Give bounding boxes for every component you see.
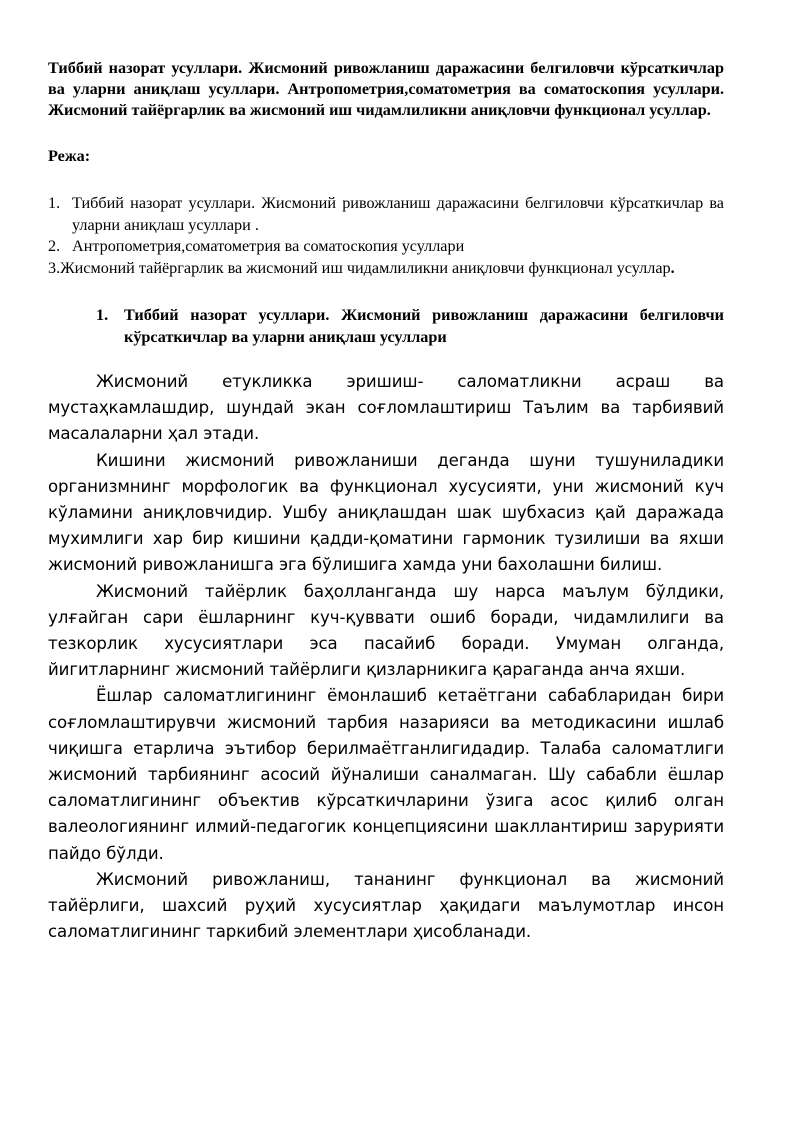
plan-item-number: 2. bbox=[48, 237, 61, 255]
plan-item bbox=[48, 193, 724, 236]
paragraph: Кишини жисмоний ривожланиши деганда шуни тушуниладики организмнинг морфологик ва функционал хусусияти, уни жисмоний куч кўламини аниқловчидир. Ушбу аниқлашдан шак шубхасиз қай даражада мухимлиги хар бир кишини қадди-қоматини гармоник тузилиши ва яхши жисмоний ривожланишга эга бўлишига хамда уни бахолашни билиш. bbox=[48, 450, 724, 575]
section-title: Тиббий назорат усуллари. Жисмоний ривожланиш даражасини белгиловчи кўрсаткичлар ва уларни аниқлаш усуллари bbox=[124, 306, 724, 346]
plan-heading: Режа: bbox=[48, 147, 91, 165]
document-title: Тиббий назорат усуллари. Жисмоний ривожланиш даражасини белгиловчи кўрсаткичлар ва уларни аниқлаш усуллари. Антропометрия,соматометрия ва соматоскопия усуллари. Жисмоний тайёргарлик ва жисмоний иш чидамлиликни аниқловчи функционал усуллар. bbox=[48, 59, 724, 119]
plan-item-number: 3. bbox=[48, 258, 61, 277]
paragraph: Жисмоний ривожланиш, тананинг функционал ва жисмоний тайёрлиги, шахсий руҳий хусусиятлар ҳақидаги маълумотлар инсон саломатлигининг таркибий элементлари ҳисобланади. bbox=[48, 869, 724, 942]
paragraph: Жисмоний етукликка эришиш- саломатликни асраш ва мустаҳкамлашдир, шундай экан соғломлаштириш Таълим ва тарбиявий масалаларни ҳал этади. bbox=[48, 372, 724, 444]
plan-item bbox=[48, 236, 724, 258]
plan-list bbox=[48, 193, 724, 279]
plan-item bbox=[48, 258, 724, 280]
plan-item-text: Антропометрия,соматометрия ва соматоскопия усуллари bbox=[72, 237, 465, 255]
plan-item-text: Жисмоний тайёргарлик ва жисмоний иш чидамлиликни аниқловчи функционал усуллар bbox=[60, 258, 671, 277]
plan-item-number: 1. bbox=[48, 194, 61, 212]
paragraph: Ёшлар саломатлигининг ёмонлашиб кетаётгани сабабларидан бири соғломлаштирувчи жисмоний тарбия назарияси ва методикасини ишлаб чиқишга етарлича эътибор берилмаётганлигидадир. Талаба саломатлиги жисмоний тарбиянинг асосий йўналиши саналмаган. Шу сабабли ёшлар саломатлигининг объектив кўрсаткичларини ўзига асос қилиб олган валеологиянинг илмий-педагогик концепциясини шакллантириш зарурияти пайдо бўлди. bbox=[48, 686, 724, 863]
body-text bbox=[48, 369, 724, 945]
paragraph: Жисмоний тайёрлик баҳолланганда шу нарса маълум бўлдики, улғайган сари ёшларнинг куч-қуввати ошиб боради, чидамлилиги ва тезкорлик хусусиятлари эса пасайиб боради. Умуман олганда, йигитларнинг жисмоний тайёрлиги қизларникига қараганда анча яхши. bbox=[48, 581, 724, 680]
plan-item-end: . bbox=[670, 258, 675, 277]
document-page bbox=[48, 58, 724, 945]
plan-item-text: Тиббий назорат усуллари. Жисмоний ривожланиш даражасини белгиловчи кўрсаткичлар ва уларни аниқлаш усуллари . bbox=[72, 194, 724, 234]
section-number: 1. bbox=[96, 306, 109, 324]
section-heading bbox=[96, 305, 724, 348]
